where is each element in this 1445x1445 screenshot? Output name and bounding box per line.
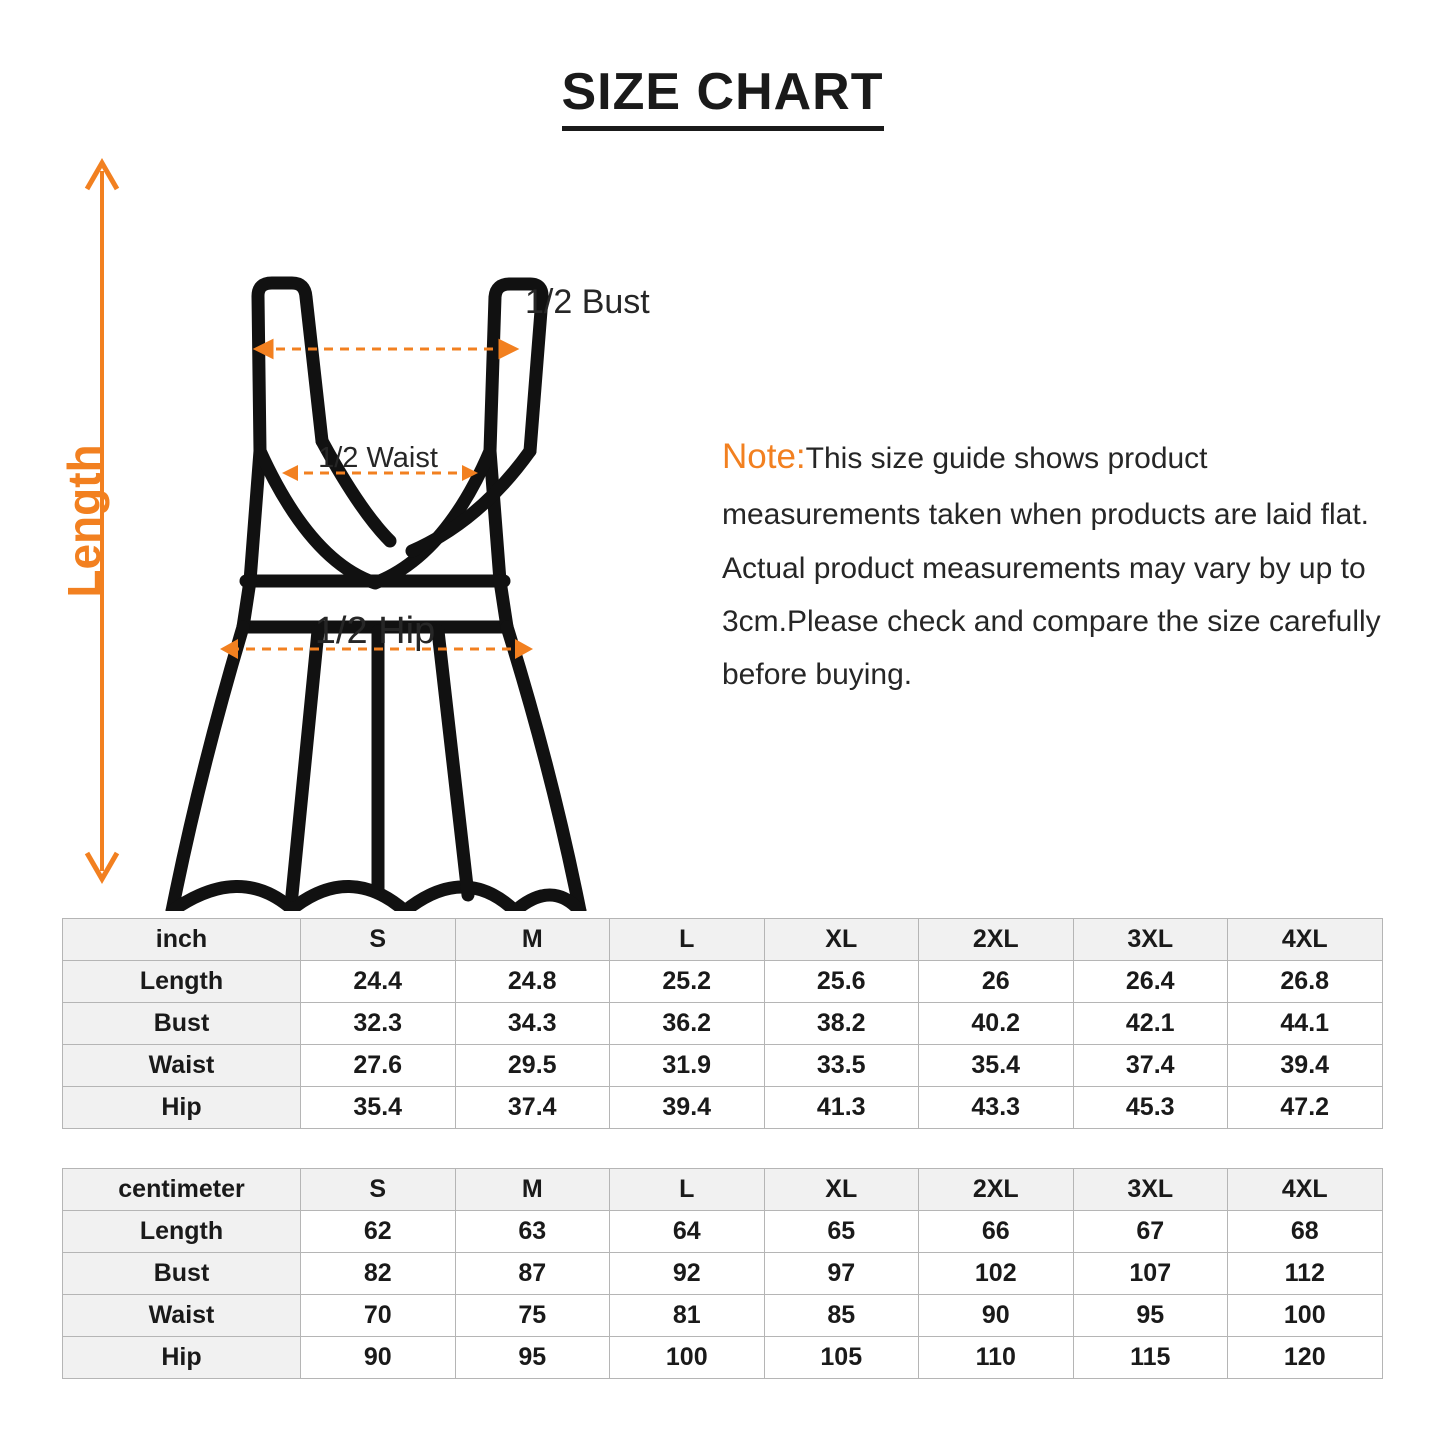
measure-value-cell: 107 bbox=[1073, 1253, 1228, 1295]
table-row bbox=[63, 1295, 1383, 1337]
size-header-cell: XL bbox=[764, 919, 919, 961]
measure-value-cell: 70 bbox=[301, 1295, 456, 1337]
unit-label-cell: inch bbox=[63, 919, 301, 961]
table-row bbox=[63, 1045, 1383, 1087]
size-table-inch-body bbox=[63, 919, 1383, 1129]
table-header-row bbox=[63, 919, 1383, 961]
measure-value-cell: 40.2 bbox=[919, 1003, 1074, 1045]
size-header-cell: M bbox=[455, 1169, 610, 1211]
measure-value-cell: 26 bbox=[919, 961, 1074, 1003]
measure-value-cell: 65 bbox=[764, 1211, 919, 1253]
measure-value-cell: 37.4 bbox=[455, 1087, 610, 1129]
measure-value-cell: 35.4 bbox=[919, 1045, 1074, 1087]
measure-label-cell: Hip bbox=[63, 1337, 301, 1379]
measure-value-cell: 26.8 bbox=[1228, 961, 1383, 1003]
measure-value-cell: 85 bbox=[764, 1295, 919, 1337]
size-tables bbox=[62, 918, 1382, 1379]
measure-label-cell: Length bbox=[63, 961, 301, 1003]
table-row bbox=[63, 1003, 1383, 1045]
table-separator bbox=[62, 1129, 1382, 1168]
size-header-cell: XL bbox=[764, 1169, 919, 1211]
table-row bbox=[63, 1337, 1383, 1379]
note-block bbox=[722, 426, 1402, 702]
measure-value-cell: 90 bbox=[919, 1295, 1074, 1337]
measure-value-cell: 26.4 bbox=[1073, 961, 1228, 1003]
measure-value-cell: 62 bbox=[301, 1211, 456, 1253]
measure-label-cell: Waist bbox=[63, 1295, 301, 1337]
measure-value-cell: 100 bbox=[610, 1337, 765, 1379]
size-table-centimeter bbox=[62, 1168, 1383, 1379]
dress-diagram bbox=[60, 151, 700, 911]
measure-value-cell: 112 bbox=[1228, 1253, 1383, 1295]
size-header-cell: L bbox=[610, 1169, 765, 1211]
measure-value-cell: 44.1 bbox=[1228, 1003, 1383, 1045]
page-title-container bbox=[0, 0, 1445, 131]
measure-value-cell: 68 bbox=[1228, 1211, 1383, 1253]
measure-value-cell: 24.4 bbox=[301, 961, 456, 1003]
measure-value-cell: 64 bbox=[610, 1211, 765, 1253]
measure-value-cell: 115 bbox=[1073, 1337, 1228, 1379]
measure-value-cell: 47.2 bbox=[1228, 1087, 1383, 1129]
length-label: Length bbox=[60, 444, 110, 598]
measure-value-cell: 38.2 bbox=[764, 1003, 919, 1045]
unit-label-cell: centimeter bbox=[63, 1169, 301, 1211]
size-header-cell: L bbox=[610, 919, 765, 961]
measure-value-cell: 36.2 bbox=[610, 1003, 765, 1045]
measure-label-cell: Length bbox=[63, 1211, 301, 1253]
measure-value-cell: 31.9 bbox=[610, 1045, 765, 1087]
measure-label-cell: Bust bbox=[63, 1253, 301, 1295]
measure-value-cell: 42.1 bbox=[1073, 1003, 1228, 1045]
table-row bbox=[63, 1087, 1383, 1129]
measure-value-cell: 32.3 bbox=[301, 1003, 456, 1045]
size-header-cell: 2XL bbox=[919, 1169, 1074, 1211]
measure-value-cell: 34.3 bbox=[455, 1003, 610, 1045]
measure-value-cell: 39.4 bbox=[1228, 1045, 1383, 1087]
measure-value-cell: 110 bbox=[919, 1337, 1074, 1379]
size-header-cell: 4XL bbox=[1228, 919, 1383, 961]
measure-value-cell: 25.6 bbox=[764, 961, 919, 1003]
bust-label: 1/2 Bust bbox=[525, 283, 650, 321]
measure-value-cell: 82 bbox=[301, 1253, 456, 1295]
measure-value-cell: 39.4 bbox=[610, 1087, 765, 1129]
measure-value-cell: 41.3 bbox=[764, 1087, 919, 1129]
hip-label: 1/2 Hip bbox=[314, 610, 436, 652]
measure-label-cell: Waist bbox=[63, 1045, 301, 1087]
note-paragraph bbox=[722, 426, 1402, 702]
size-header-cell: S bbox=[301, 1169, 456, 1211]
size-table-centimeter-body bbox=[63, 1169, 1383, 1379]
size-header-cell: M bbox=[455, 919, 610, 961]
size-header-cell: 3XL bbox=[1073, 919, 1228, 961]
measure-label-cell: Bust bbox=[63, 1003, 301, 1045]
dress-outline-icon bbox=[172, 283, 580, 911]
waist-label: 1/2 Waist bbox=[318, 442, 438, 474]
measure-value-cell: 75 bbox=[455, 1295, 610, 1337]
measure-value-cell: 81 bbox=[610, 1295, 765, 1337]
note-body: This size guide shows product measurements taken when products are laid flat. Actual product measurements may vary by up to 3cm.Please check and compare the size carefully before buying. bbox=[722, 442, 1381, 692]
measure-value-cell: 95 bbox=[1073, 1295, 1228, 1337]
size-table-inch bbox=[62, 918, 1383, 1129]
measure-value-cell: 43.3 bbox=[919, 1087, 1074, 1129]
measure-value-cell: 90 bbox=[301, 1337, 456, 1379]
measure-value-cell: 45.3 bbox=[1073, 1087, 1228, 1129]
measure-value-cell: 95 bbox=[455, 1337, 610, 1379]
note-label: Note: bbox=[722, 437, 806, 476]
measure-value-cell: 67 bbox=[1073, 1211, 1228, 1253]
measure-value-cell: 87 bbox=[455, 1253, 610, 1295]
table-row bbox=[63, 1211, 1383, 1253]
measure-value-cell: 97 bbox=[764, 1253, 919, 1295]
measure-value-cell: 63 bbox=[455, 1211, 610, 1253]
measure-value-cell: 102 bbox=[919, 1253, 1074, 1295]
measure-label-cell: Hip bbox=[63, 1087, 301, 1129]
upper-section bbox=[0, 131, 1445, 891]
measure-value-cell: 27.6 bbox=[301, 1045, 456, 1087]
measure-value-cell: 35.4 bbox=[301, 1087, 456, 1129]
size-header-cell: 4XL bbox=[1228, 1169, 1383, 1211]
size-header-cell: 3XL bbox=[1073, 1169, 1228, 1211]
measure-value-cell: 29.5 bbox=[455, 1045, 610, 1087]
size-header-cell: S bbox=[301, 919, 456, 961]
measure-value-cell: 33.5 bbox=[764, 1045, 919, 1087]
size-header-cell: 2XL bbox=[919, 919, 1074, 961]
measure-value-cell: 105 bbox=[764, 1337, 919, 1379]
measure-value-cell: 92 bbox=[610, 1253, 765, 1295]
measure-value-cell: 66 bbox=[919, 1211, 1074, 1253]
measure-value-cell: 24.8 bbox=[455, 961, 610, 1003]
table-row bbox=[63, 961, 1383, 1003]
measure-value-cell: 25.2 bbox=[610, 961, 765, 1003]
table-row bbox=[63, 1253, 1383, 1295]
measure-value-cell: 120 bbox=[1228, 1337, 1383, 1379]
page-title: SIZE CHART bbox=[562, 62, 884, 131]
measure-value-cell: 100 bbox=[1228, 1295, 1383, 1337]
measure-value-cell: 37.4 bbox=[1073, 1045, 1228, 1087]
table-header-row bbox=[63, 1169, 1383, 1211]
